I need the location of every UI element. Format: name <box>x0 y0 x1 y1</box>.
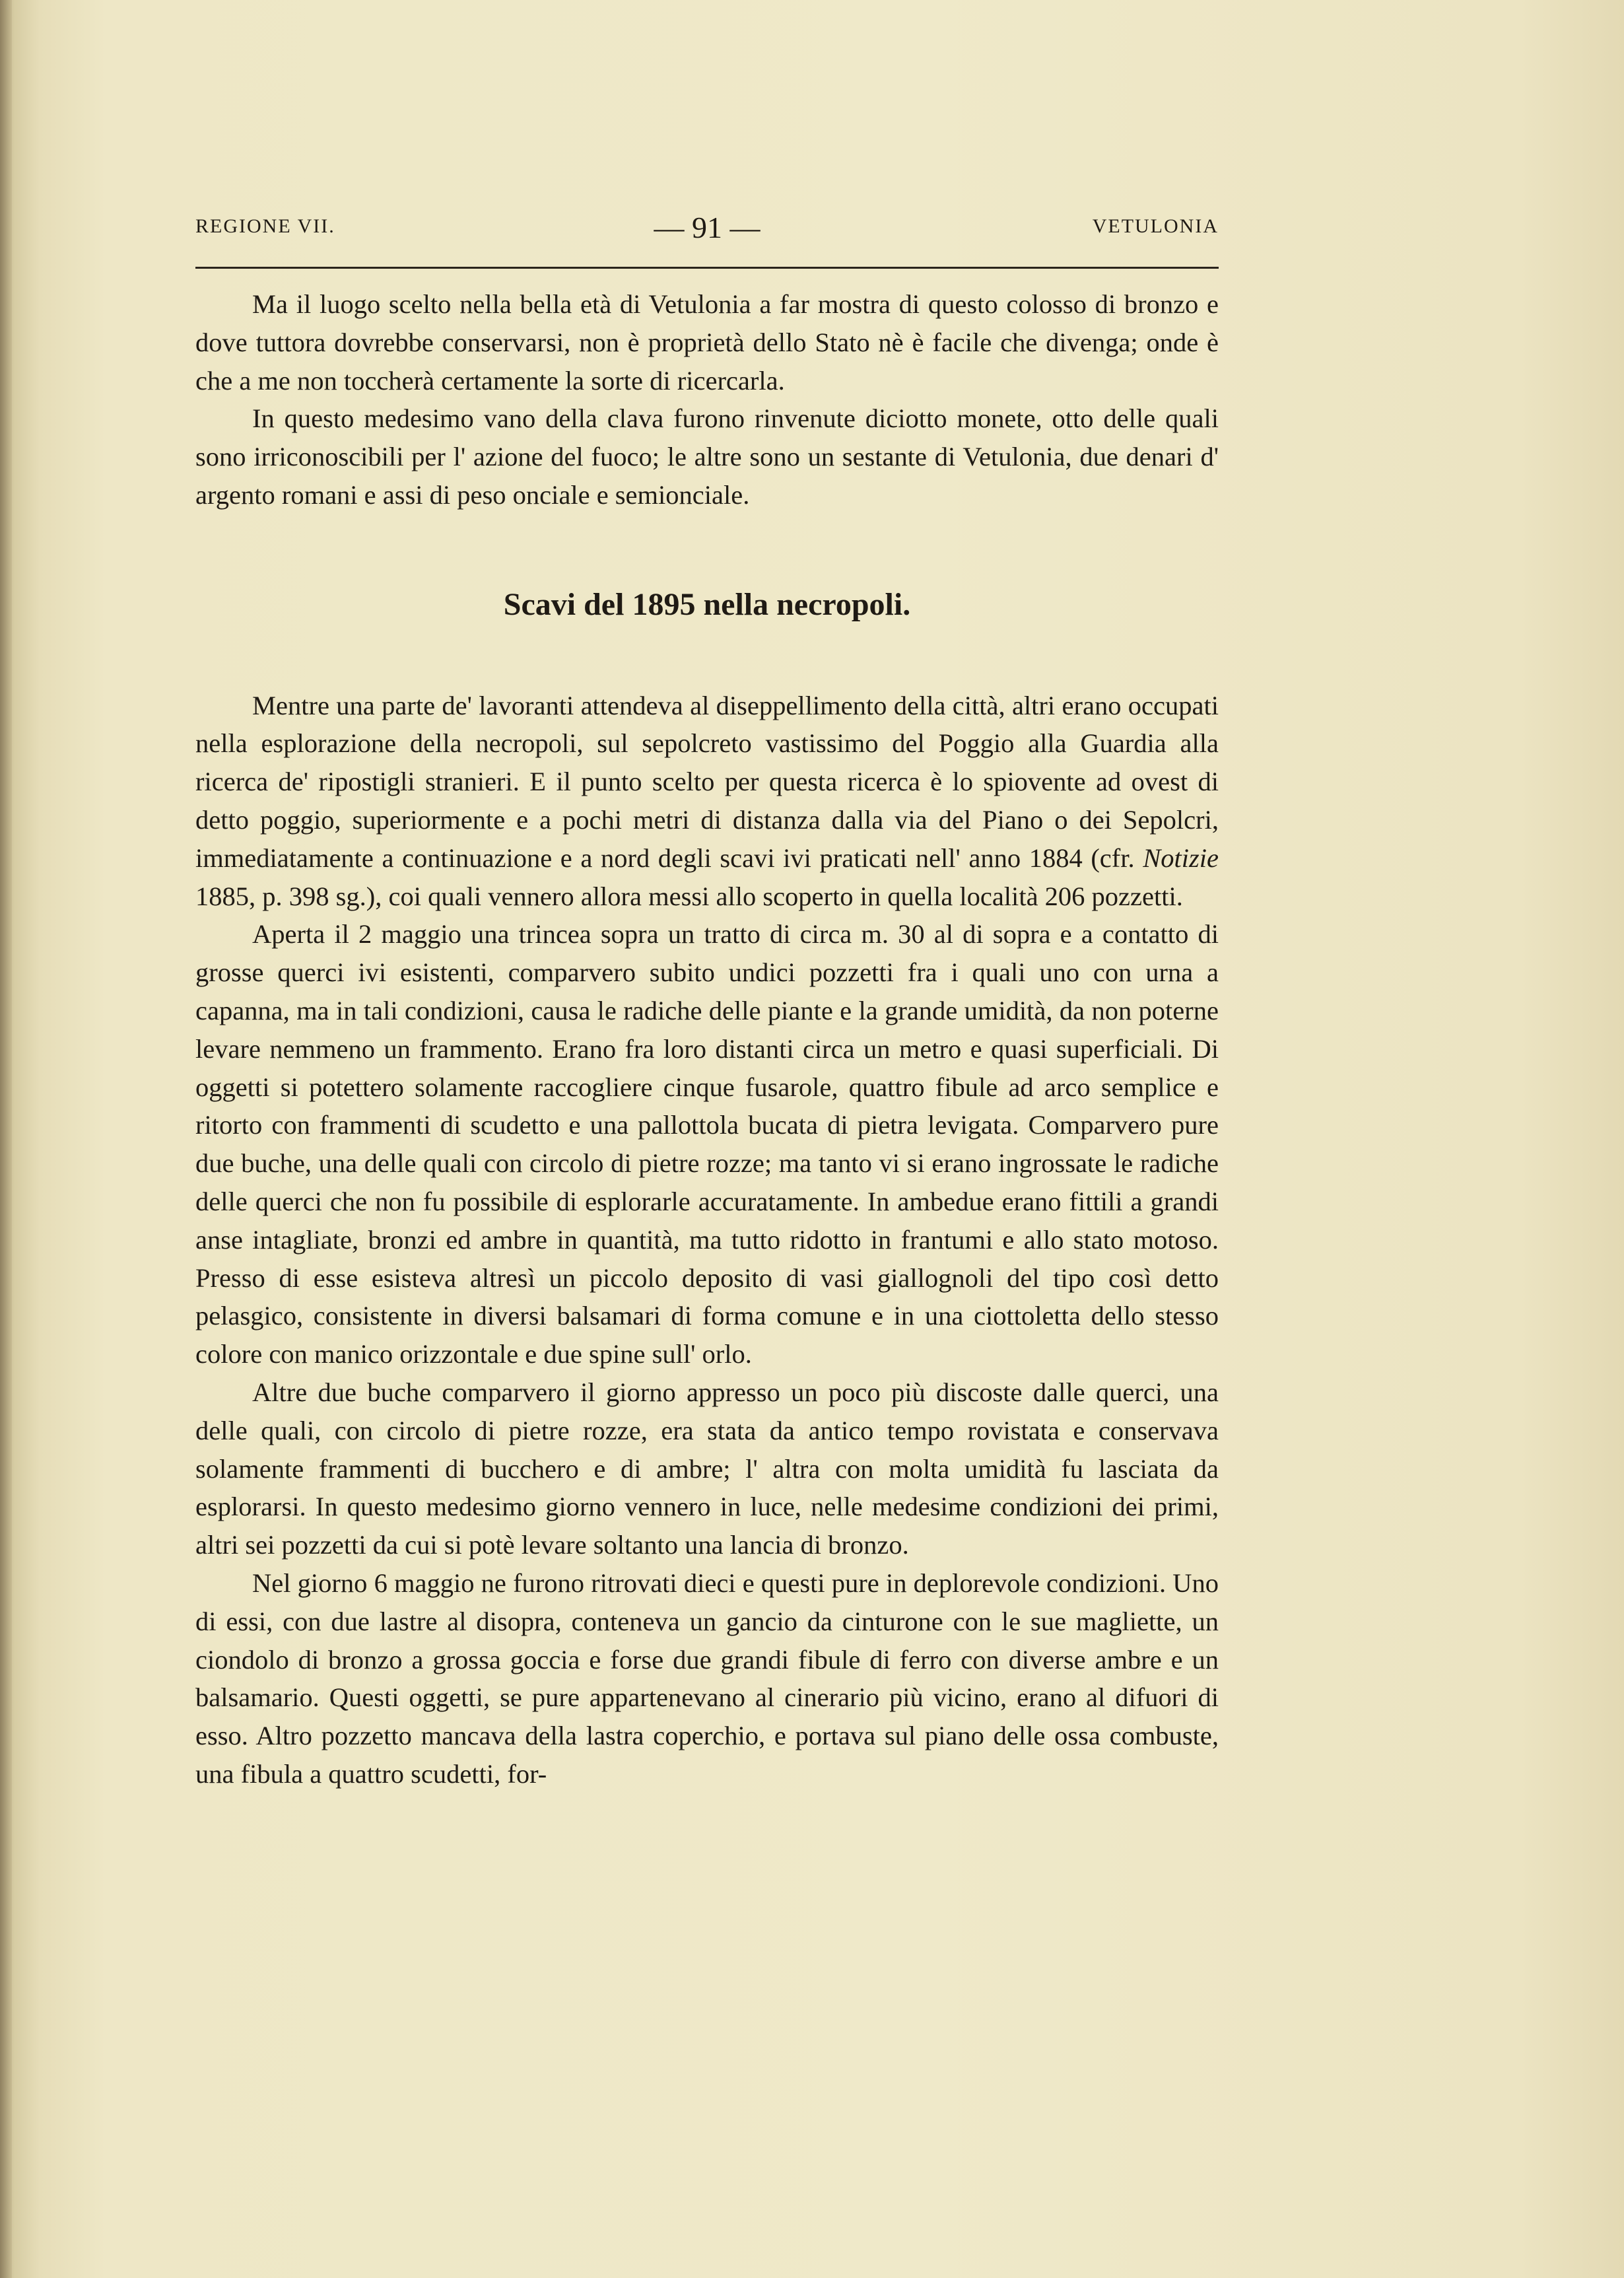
page-spine-shadow <box>0 0 12 2278</box>
paragraph: Aperta il 2 maggio una trincea sopra un tratto di circa m. 30 al di sopra e a contatto di grosse querci ivi esistenti, comparvero subito undici pozzetti fra i quali uno con urna a capanna, ma in tali condizioni, causa le radiche delle piante e la grande umidità, da non poterne levare nemmeno un frammento. Erano fra loro distanti circa un metro e quasi superficiali. Di oggetti si potettero solamente raccogliere cinque fusarole, quattro fibule ad arco semplice e ritorto con frammenti di scudetto e una pallottola bucata di pietra levigata. Comparvero pure due buche, una delle quali con circolo di pietre rozze; ma tanto vi si erano ingrossate le radiche delle querci che non fu possibile di esplorarle accuratamente. In ambedue erano fittili a grandi anse intagliate, bronzi ed ambre in quantità, ma tutto ridotto in frantumi e allo stato motoso. Presso di esse esisteva altresì un piccolo deposito di vasi giallognoli del tipo così detto pelasgico, consistente in diversi balsamari di forma comune e in una ciottoletta dello stesso colore con manico orizzontale e due spine sull' orlo. <box>195 919 1219 1369</box>
paragraph: In questo medesimo vano della clava furono rinvenute diciotto monete, otto delle quali sono irriconoscibili per l' azione del fuoco; le altre sono un sestante di Vetulonia, due denari d' argento romani e assi di peso onciale e semionciale. <box>195 403 1219 510</box>
running-header <box>195 210 1219 250</box>
page-body <box>195 285 1219 1793</box>
spacer <box>195 514 1219 586</box>
paragraph <box>195 687 1219 916</box>
journal-title: Notizie <box>1143 843 1219 873</box>
paragraph: Ma il luogo scelto nella bella età di Vetulonia a far mostra di questo colosso di bronzo e dove tuttora dovrebbe conservarsi, non è proprietà dello Stato nè è facile che divenga; onde è che a me non toccherà certamente la sorte di ricercarla. <box>195 289 1219 396</box>
header-region: REGIONE VII. <box>195 215 335 237</box>
spacer <box>195 624 1219 687</box>
paragraph: Nel giorno 6 maggio ne furono ritrovati dieci e questi pure in deplorevole condizioni. Uno di essi, con due lastre al disopra, conteneva un gancio da cinturone con le sue magliette, un ciondolo di bronzo a grossa goccia e forse due grandi fibule di ferro con diverse ambre e un balsamario. Questi oggetti, se pure appartenevano al cinerario più vicino, erano al difuori di esso. Altro pozzetto mancava della lastra coperchio, e portava sul piano delle ossa combuste, una fibula a quattro scudetti, for- <box>195 1568 1219 1789</box>
paragraph-text: 1885, p. 398 sg.), coi quali vennero allora messi allo scoperto in quella località 206 pozzetti. <box>195 881 1183 911</box>
paragraph: Altre due buche comparvero il giorno appresso un poco più discoste dalle querci, una delle quali, con circolo di pietre rozze, era stata da antico tempo rovistata e conservava solamente frammenti di bucchero e di ambre; l' altra con molta umidità fu lasciata da esplorarsi. In questo medesimo giorno vennero in luce, nelle medesime condizioni dei primi, altri sei pozzetti da cui si potè levare soltanto una lancia di bronzo. <box>195 1377 1219 1560</box>
page-number: — 91 — <box>654 211 761 244</box>
section-title: Scavi del 1895 nella necropoli. <box>503 586 911 622</box>
paragraph-text: Mentre una parte de' lavoranti attendeva al diseppellimento della città, altri erano occupati nella esplorazione della necropoli, sul sepolcreto vastissimo del Poggio alla Guardia alla ricerca de' ripostigli stranieri. E il punto scelto per questa ricerca è lo spiovente ad ovest di detto poggio, superiormente e a pochi metri di distanza dalla via del Piano o dei Sepolcri, immediatamente a continuazione e a nord degli scavi ivi praticati nell' anno 1884 (cfr. <box>195 690 1219 873</box>
header-site: VETULONIA <box>1092 215 1219 237</box>
header-rule <box>195 267 1219 269</box>
